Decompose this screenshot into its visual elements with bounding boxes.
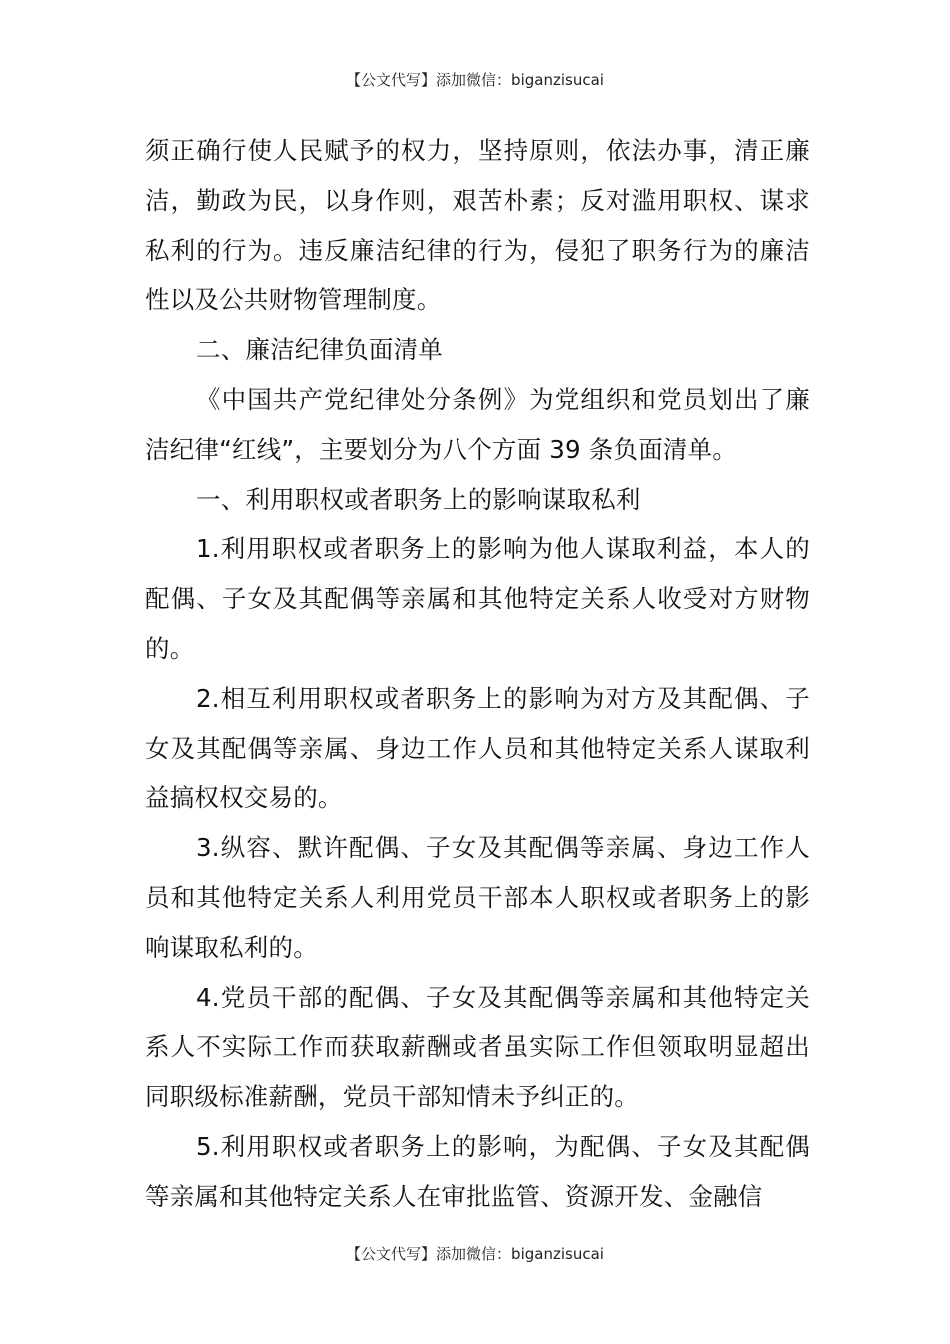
list-item-3: 3.纵容、默许配偶、子女及其配偶等亲属、身边工作人员和其他特定关系人利用党员干部本人职权或者职务上的影响谋取私利的。	[145, 833, 810, 962]
document-body	[145, 126, 810, 1222]
paragraph-regulation-intro: 《中国共产党纪律处分条例》为党组织和党员划出了廉洁纪律“红线”，主要划分为八个方面 39 条负面清单。	[145, 384, 810, 464]
section-heading-negative-list: 二、廉洁纪律负面清单	[196, 335, 443, 365]
paragraph-continuation: 须正确行使人民赋予的权力，坚持原则，依法办事，清正廉洁，勤政为民，以身作则，艰苦朴素；反对滥用职权、谋求私利的行为。违反廉洁纪律的行为，侵犯了职务行为的廉洁性以及公共财物管理制度。	[145, 136, 810, 315]
list-item-5: 5.利用职权或者职务上的影响，为配偶、子女及其配偶等亲属和其他特定关系人在审批监管、资源开发、金融信	[145, 1131, 810, 1211]
list-item-4: 4.党员干部的配偶、子女及其配偶等亲属和其他特定关系人不实际工作而获取薪酬或者虽实际工作但领取明显超出同职级标准薪酬，党员干部知情未予纠正的。	[145, 982, 810, 1112]
header-watermark: 【公文代写】添加微信：biganzisucai	[346, 71, 604, 89]
subsection-heading-abuse-of-power: 一、利用职权或者职务上的影响谋取私利	[196, 484, 641, 514]
list-item-2: 2.相互利用职权或者职务上的影响为对方及其配偶、子女及其配偶等亲属、身边工作人员和其他特定关系人谋取利益搞权权交易的。	[145, 683, 810, 813]
footer-watermark: 【公文代写】添加微信：biganzisucai	[346, 1245, 604, 1263]
list-item-1: 1.利用职权或者职务上的影响为他人谋取利益，本人的配偶、子女及其配偶等亲属和其他特定关系人收受对方财物的。	[145, 534, 810, 663]
